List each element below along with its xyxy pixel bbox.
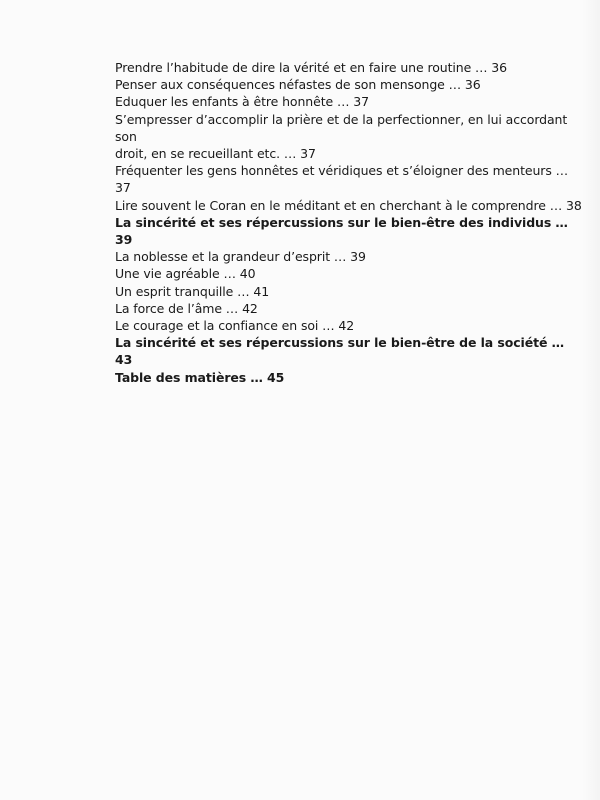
toc-entry: Fréquenter les gens honnêtes et véridiques et s’éloigner des menteurs … 37: [115, 163, 569, 196]
toc-entry: Le courage et la confiance en soi … 42: [115, 318, 355, 334]
toc-section-heading: La sincérité et ses répercussions sur le bien-être de la société … 43: [115, 335, 564, 368]
toc-entry-continuation: droit, en se recueillant etc. … 37: [115, 146, 316, 162]
toc-entry: Lire souvent le Coran en le méditant et en cherchant à le comprendre … 38: [115, 197, 582, 213]
toc-entry: Penser aux conséquences néfastes de son mensonge … 36: [115, 77, 481, 93]
toc-entry: S’empresser d’accomplir la prière et de la perfectionner, en lui accordant son: [115, 111, 568, 144]
toc-entry: Un esprit tranquille … 41: [115, 283, 270, 299]
toc-entry: Prendre l’habitude de dire la vérité et en faire une routine … 36: [115, 60, 508, 75]
table-of-contents: [115, 59, 585, 386]
toc-section-heading: Table des matières … 45: [115, 369, 285, 385]
toc-entry: Une vie agréable … 40: [115, 266, 256, 282]
toc-entry: La force de l’âme … 42: [115, 300, 258, 316]
toc-entry: Eduquer les enfants à être honnête … 37: [115, 94, 369, 110]
toc-entry: La noblesse et la grandeur d’esprit … 39: [115, 249, 366, 265]
toc-section-heading: La sincérité et ses répercussions sur le bien-être des individus … 39: [115, 214, 568, 248]
